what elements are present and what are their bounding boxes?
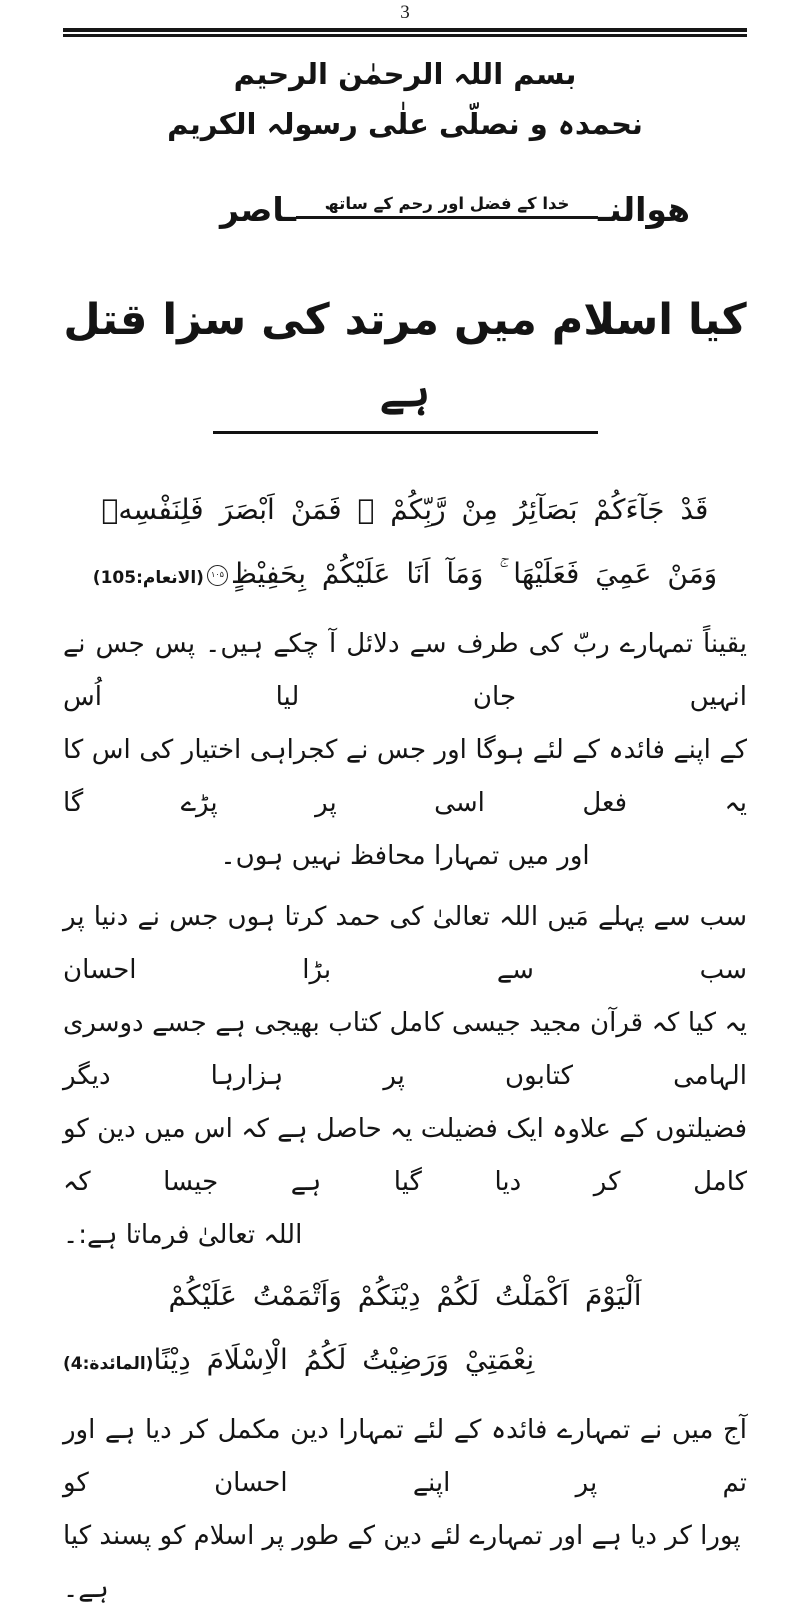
translation-line: یقیناً تمہارے ربّ کی طرف سے دلائل آ چکے ہیں۔ پس جس نے انہیں جان لیا اُس [63,629,747,712]
translation-line: کے اپنے فائدہ کے لئے ہوگا اور جس نے کجراہی اختیار کی اس کا یہ فعل اسی پر پڑے گا [63,735,747,818]
verse-maidah-line2-text: نِعْمَتِيْ وَرَضِيْتُ لَكُمُ الْاِسْلَامَ دِيْنًا [153,1343,535,1376]
quran-verse-maidah [63,1264,747,1396]
body-text-line: سب سے پہلے مَیں اللہ تعالیٰ کی حمد کرتا ہوں جس نے دنیا پر سب سے بڑا احسان [63,902,747,985]
ayah-end-mark: ۱۰۵ [207,565,228,586]
translation-line: آج میں نے تمہارے فائدہ کے لئے تمہارا دین مکمل کر دیا ہے اور تم پر اپنے احسان کو [63,1415,747,1498]
verse-anam-reference: (الانعام:105) [92,568,204,588]
tahmid-line: نحمدہ و نصلّی علٰی رسولہ الکریم [167,107,643,141]
translation-paragraph-3 [63,1404,747,1616]
verse-anam-line2-text: وَمَنْ عَمِيَ فَعَلَيْهَا ۚ وَمَآ اَنَا عَلَيْكُمْ بِحَفِيْظٍ [230,557,718,590]
title-block [63,284,747,434]
bismillah-line: بسم اللہ الرحمٰن الرحیم [233,57,577,91]
title-underline [213,431,598,434]
huwa-an-nasir-motto [220,190,690,230]
motto-overline-text: خدا کے فضل اور رحم کے ساتھ [296,193,598,219]
translation-line: اور میں تمہارا محافظ نہیں ہوں۔ [220,841,590,871]
verse-maidah-line2 [63,1328,747,1396]
body-text-line: اللہ تعالیٰ فرماتا ہے:۔ [63,1220,303,1250]
motto-left-segment: ـاصر [220,190,297,230]
translation-line: پورا کر دیا ہے اور تمہارے لئے دین کے طور پر اسلام کو پسند کیا ہے۔ [63,1521,741,1604]
body-text-line: فضیلتوں کے علاوہ ایک فضیلت یہ حاصل ہے کہ اس میں دین کو کامل کر دیا گیا ہے جیسا کہ [63,1114,747,1197]
verse-maidah-line1: اَلْيَوْمَ اَكْمَلْتُ لَكُمْ دِيْنَكُمْ وَاَتْمَمْتُ عَلَيْكُمْ [168,1279,642,1312]
motto-right-segment: هوالنـ [597,190,690,230]
body-paragraph-2 [63,891,747,1262]
header-double-rule [63,28,747,37]
page-number: 3 [400,2,410,23]
translation-paragraph-1 [63,618,747,883]
verse-anam-line2 [63,542,747,610]
verse-anam-line1: قَدْ جَآءَكُمْ بَصَآئِرُ مِنْ رَّبِّكُمْ ۚ فَمَنْ اَبْصَرَ فَلِنَفْسِهٖ [101,493,709,526]
page-title: کیا اسلام میں مرتد کی سزا قتل ہے [63,295,747,417]
quran-verse-anam [63,478,747,610]
verse-maidah-reference: (المائدة:4) [63,1354,154,1374]
body-text-line: یہ کیا کہ قرآن مجید جیسی کامل کتاب بھیجی ہے جسے دوسری الہامی کتابوں پر ہزارہا دیگر [63,1008,747,1091]
